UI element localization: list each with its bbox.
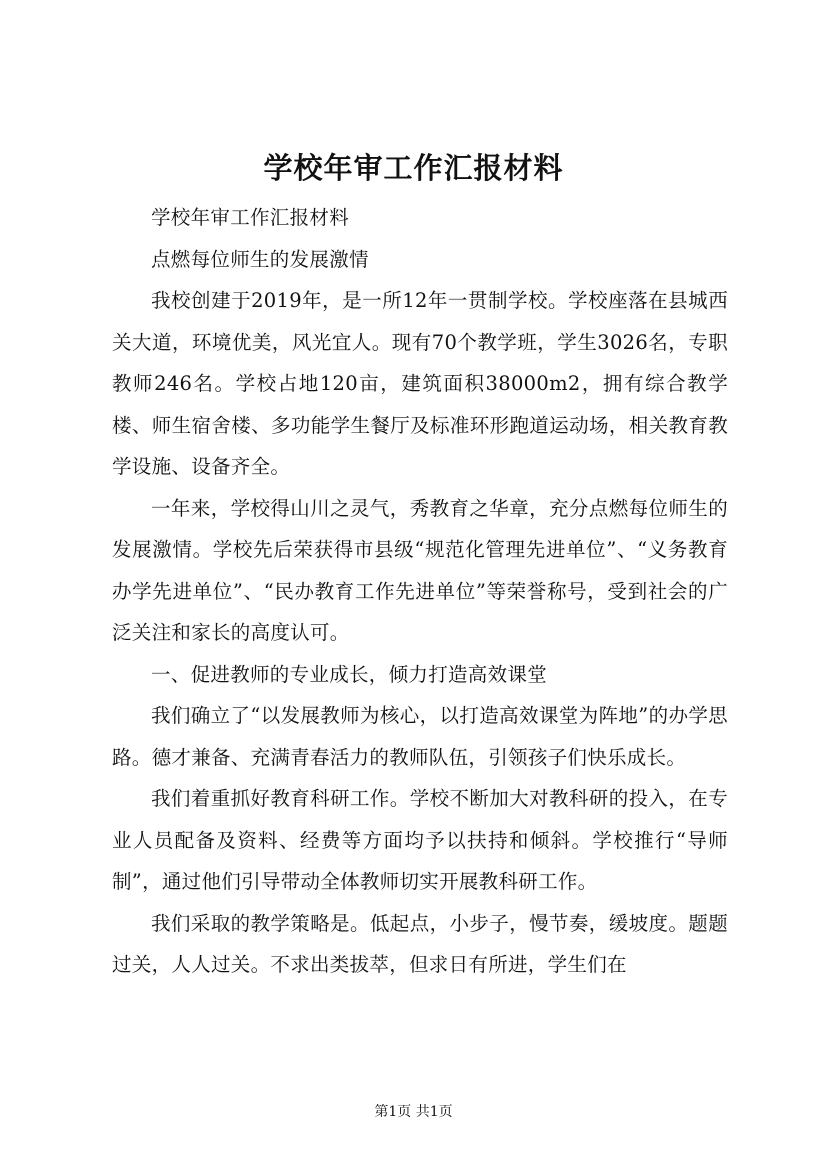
- paragraph-achievements: 一年来，学校得山川之灵气，秀教育之华章，充分点燃每位师生的发展激情。学校先后荣获得市县级“规范化管理先进单位”、“义务教育办学先进单位”、“民办教育工作先进单位”等荣誉称号，受到社会的广泛关注和家长的高度认可。: [112, 496, 728, 644]
- paragraph-research: 我们着重抓好教育科研工作。学校不断加大对教科研的投入，在专业人员配备及资料、经费等方面均予以扶持和倾斜。学校推行“导师制”，通过他们引导带动全体教师切实开展教科研工作。: [112, 787, 728, 893]
- paragraph-subtitle: 学校年审工作汇报材料: [151, 206, 350, 229]
- document-body: [112, 197, 728, 986]
- page-footer: 第1页 共1页: [374, 1104, 453, 1120]
- paragraph-theme: 点燃每位师生的发展激情: [151, 247, 369, 271]
- paragraph-school-intro: 我校创建于2019年，是一所12年一贯制学校。学校座落在县城西关大道，环境优美，风光宜人。现有70个教学班，学生3026名，专职教师246名。学校占地120亩，建筑面积38000m2，拥有综合教学楼、师生宿舍楼、多功能学生餐厅及标准环形跑道运动场，相关教育教学设施、设备齐全。: [112, 289, 728, 478]
- section-heading-1: 一、促进教师的专业成长，倾力打造高效课堂: [151, 662, 548, 686]
- paragraph-philosophy: 我们确立了“以发展教师为核心，以打造高效课堂为阵地”的办学思路。德才兼备、充满青春活力的教师队伍，引领孩子们快乐成长。: [112, 704, 728, 769]
- document-title: 学校年审工作汇报材料: [263, 151, 564, 185]
- paragraph-strategy: 我们采取的教学策略是。低起点，小步子，慢节奏，缓坡度。题题过关，人人过关。不求出类拔萃，但求日有所进，学生们在: [112, 911, 728, 976]
